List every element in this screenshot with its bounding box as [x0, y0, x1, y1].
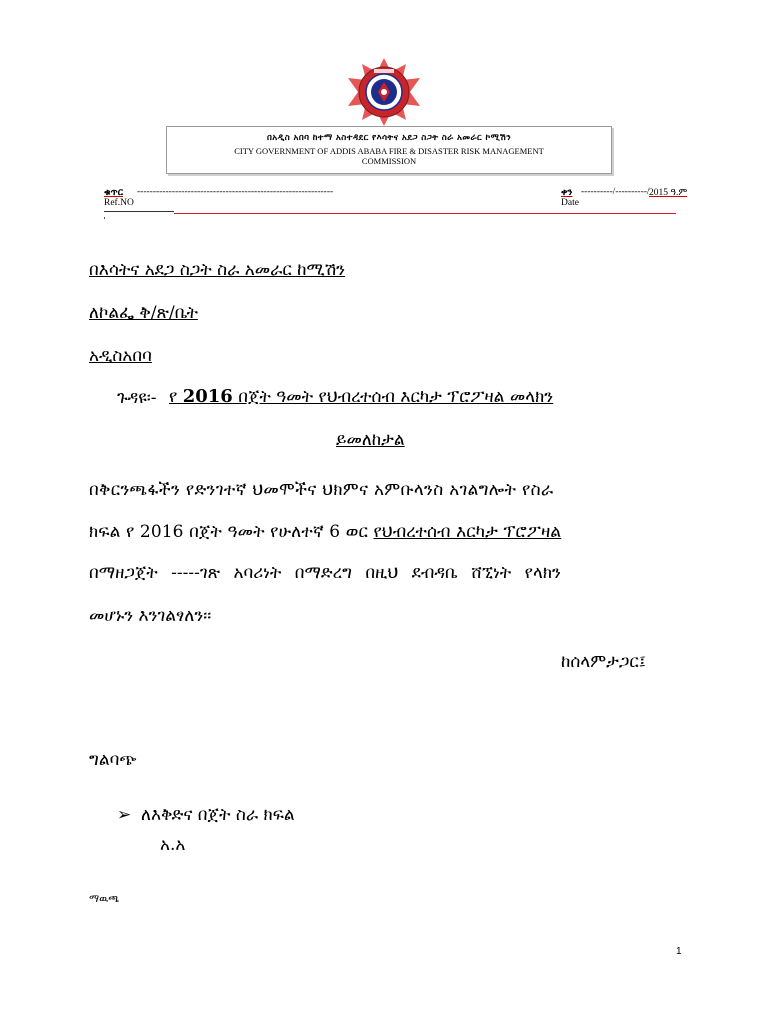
reference-label-amharic: ቁጥር [104, 188, 123, 198]
body-line-2 [89, 522, 561, 542]
letterhead-english-title-line2: COMMISSION [361, 156, 417, 166]
cc-label: ግልባጭ [89, 750, 137, 770]
header-rule-left [104, 211, 174, 212]
date-blank: ----------/----------/ [581, 187, 650, 197]
recipient-line-1: በእሳትና አደጋ ስጋት ስራ አመራር ከሚሽን [89, 260, 346, 280]
commission-logo-seal [334, 56, 434, 128]
reference-label-english: Ref.NO [104, 198, 134, 208]
subject-body: በጀት ዓመት የህብረተሰብ እርካታ ፕሮፖዛል መላክን [238, 387, 554, 407]
page-number: 1 [676, 946, 682, 957]
arrow-bullet-icon: ➢ [117, 805, 132, 825]
subject-label: ጉዳዩ፡- [117, 388, 157, 408]
outgoing-note: ማዉጫ [89, 893, 120, 905]
subject-text [169, 386, 553, 407]
reference-blank: -------------------------------------------------------------- [137, 187, 334, 197]
date-label-english: Date [561, 198, 579, 208]
letterhead-amharic-title: በአዲስ አበባ ከተማ አስተዳደር የእሳትና አደጋ ስጋት ስራ አመራር ኮሚሽን [266, 133, 512, 143]
subject-prefix: የ [169, 387, 178, 407]
body-line-3: በማዘጋጀት -----ገጽ አባሪነት በማድረግ በዚህ ደብዳቤ ሸኚነት የላክን [89, 563, 561, 583]
closing-greeting: ከሰላምታጋር፤ [561, 652, 646, 672]
recipient-line-3: አዲስአበባ [89, 346, 152, 366]
subject-continuation: ይመለከታል [336, 430, 405, 450]
letterhead-box [166, 126, 612, 174]
subject-year: 2016 [182, 386, 233, 407]
cc-recipient-location: አ.አ [160, 835, 186, 855]
cc-recipient: ለእቅድና በጀት ስራ ክፍል [141, 805, 295, 825]
letterhead-english-title-line1: CITY GOVERNMENT OF ADDIS ABABA FIRE & DISASTER RISK MANAGEMENT [234, 146, 544, 156]
body-line-1: በቅርንጫፋችን የድንገተኛ ህመሞችና ህክምና አምቡላንስ አገልግሎት የስራ [89, 480, 554, 500]
body-line-2-text: ክፍል የ 2016 በጀት ዓመት የሁለተኛ 6 ወር [89, 522, 368, 542]
date-year: 2015 ዓ.ም [649, 188, 688, 198]
date-label-amharic: ቀን [561, 188, 573, 198]
margin-mark [104, 217, 105, 219]
body-line-4: መሆኑን እንገልፃለን፡፡ [89, 606, 212, 626]
body-line-2-underlined: የህብረተሰብ እርካታ ፕሮፖዛል [373, 522, 562, 542]
header-rule-red [174, 213, 676, 214]
recipient-line-2: ለኮልፌ ቅ/ጽ/ቤት [89, 303, 198, 323]
